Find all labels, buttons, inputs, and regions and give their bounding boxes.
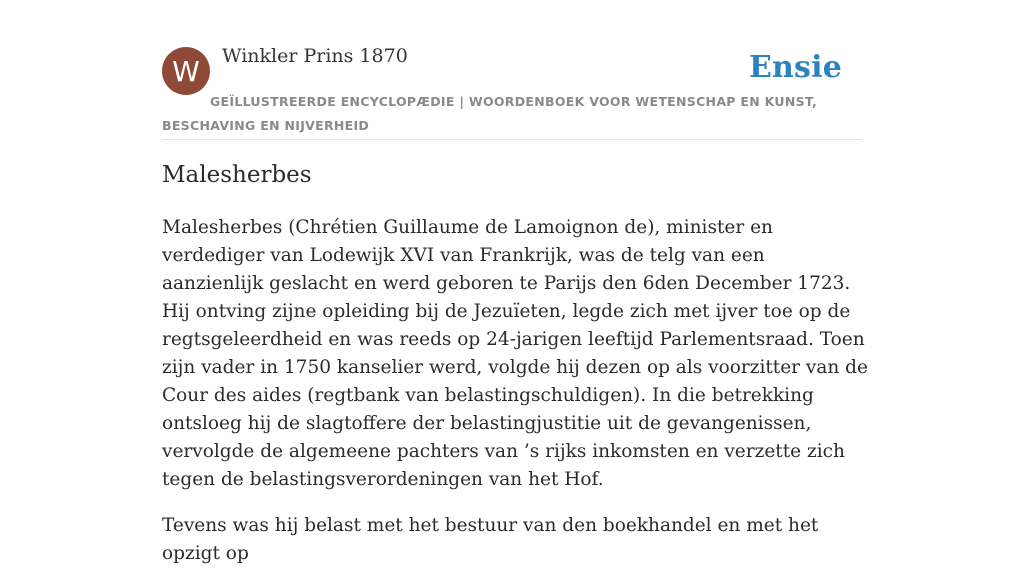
article-paragraph: Malesherbes (Chrétien Guillaume de Lamoignon de), minister en verdediger van Lodewijk XVI van Frankrijk, was de telg van een aanzienlijk geslacht en werd geboren te Parijs den 6den December 1723. Hij ontving zijne opleiding bij de Jezuïeten, legde zich met ijver toe op de regtsgeleerdheid en was reeds op 24-jarigen leeftijd Parlementsraad. Toen zijn vader in 1750 kanselier werd, volgde hij dezen op als voorzitter van de Cour des aides (regtbank van belastingschuldigen). In die betrekking ontsloeg hij de slagtoffere der belastingjustitie uit de gevangenissen, vervolgde de algemeene pachters van ’s rijks inkomsten en verzette zich tegen de belastingsverordeningen van het Hof.	[162, 217, 868, 490]
header-divider	[162, 139, 862, 140]
brand-logo-link[interactable]: Ensie	[748, 50, 842, 85]
avatar[interactable]	[162, 47, 210, 95]
article-body	[162, 214, 868, 586]
article-paragraph: Tevens was hij belast met het bestuur van den boekhandel en met het opzigt op	[162, 515, 819, 564]
source-subtitle: GEÏLLUSTREERDE ENCYCLOPÆDIE | WOORDENBOEK VOOR WETENSCHAP EN KUNST, BESCHAVING EN NIJVERHEID	[162, 94, 818, 133]
source-title[interactable]: Winkler Prins 1870	[222, 45, 408, 67]
page-title: Malesherbes	[162, 162, 312, 188]
avatar-letter: W	[172, 54, 200, 88]
